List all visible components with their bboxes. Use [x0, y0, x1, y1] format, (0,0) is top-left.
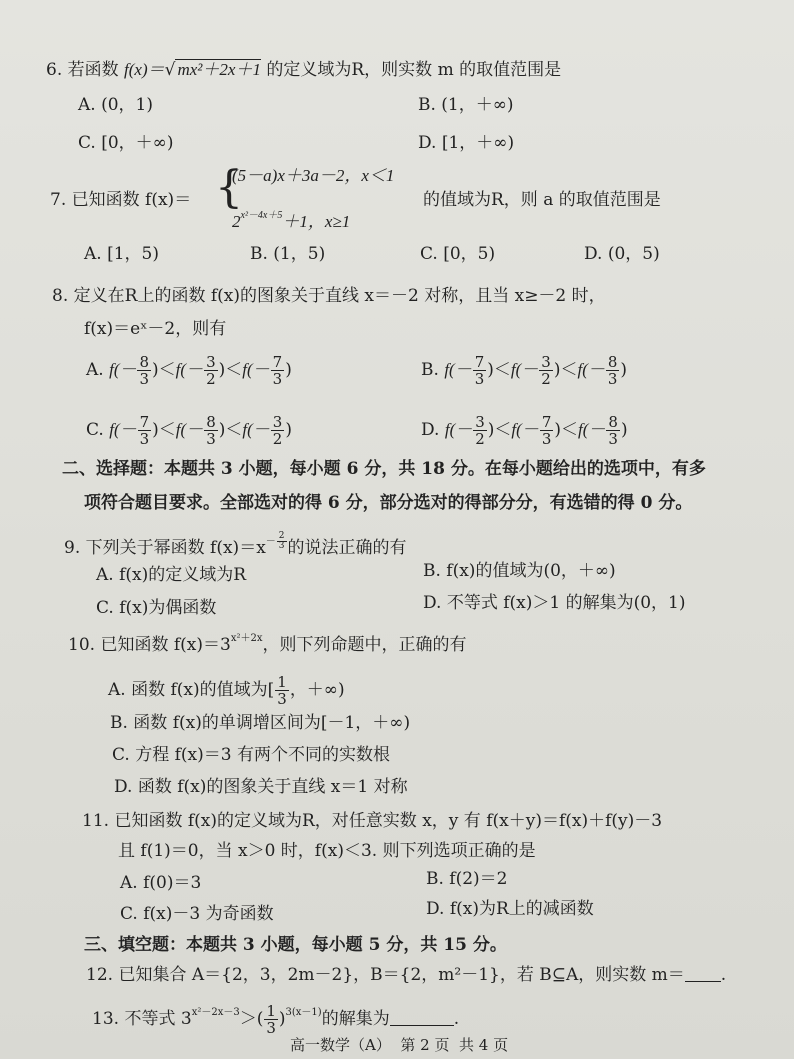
num: 8 — [607, 353, 618, 371]
q13-post: 的解集为 — [321, 1009, 390, 1029]
num: 7 — [139, 413, 150, 431]
q11-line-1 — [82, 810, 662, 832]
q10-stem-pre: 已知函数 f(x)＝3 — [100, 635, 231, 655]
footer-page-number: 第 2 页 — [400, 1036, 450, 1054]
q6-number: 6. — [46, 60, 63, 80]
num: 3 — [206, 353, 216, 371]
q7-number: 7. — [50, 190, 67, 210]
q13-close: ) — [278, 1009, 286, 1029]
q7-case2-exp: x²－4x＋5 — [240, 210, 283, 221]
q6-option-a: A. (0，1) — [78, 95, 153, 115]
frac — [606, 354, 620, 387]
q8-option-a — [86, 354, 292, 387]
num: 8 — [206, 413, 216, 431]
q13-number: 13. — [92, 1009, 120, 1029]
q13-pre: 不等式 3 — [124, 1009, 192, 1029]
q8-option-c-label: C. — [86, 420, 104, 440]
q6-option-c: C. [0，＋∞) — [78, 133, 174, 153]
page-footer — [290, 1034, 508, 1056]
frac — [473, 414, 487, 447]
q7-case-2 — [232, 205, 350, 233]
q10-stem-post: ，则下列命题中，正确的有 — [262, 635, 467, 655]
q12-stem — [86, 964, 726, 986]
section-2-header-line-2: 项符合题目要求。全部选对的得 6 分，部分选对的得部分分，有选错的得 0 分。 — [84, 493, 693, 513]
q7-option-a: A. [1，5) — [84, 244, 159, 264]
q6-radicand: mx²＋2x＋1 — [177, 60, 261, 79]
num: 8 — [139, 353, 150, 371]
q7-case-1: (5－a)x＋3a－2，x＜1 — [232, 166, 395, 185]
q8-line1-text: 定义在R上的函数 f(x)的图象关于直线 x＝－2 对称，且当 x≥－2 时， — [73, 286, 606, 306]
close-lt: )＜ — [554, 420, 578, 440]
q8-c-f2: f(－ — [175, 420, 204, 439]
q7-option-c: C. [0，5) — [420, 244, 496, 264]
frac — [137, 354, 151, 387]
den: 3 — [272, 370, 283, 388]
q9-option-d: D. 不等式 f(x)＞1 的解集为(0，1) — [423, 593, 686, 613]
den: 3 — [266, 1019, 276, 1037]
q10-number: 10. — [68, 635, 96, 655]
q7-stem-pre — [50, 189, 191, 211]
q8-option-c — [86, 414, 292, 447]
q10-exponent: x²＋2x — [230, 633, 263, 644]
den: 3 — [206, 430, 216, 448]
den: 2 — [541, 370, 551, 388]
frac — [138, 414, 152, 447]
close-lt: )＜ — [487, 420, 512, 440]
q10-option-a-post: ，＋∞) — [289, 680, 345, 700]
footer-subject: 高一数学（A） — [290, 1036, 391, 1054]
num: 1 — [277, 673, 287, 691]
num: 3 — [272, 413, 283, 431]
q9-option-b: B. f(x)的值域为(0，＋∞) — [423, 561, 616, 581]
q7-case2-base: 2 — [232, 212, 241, 231]
section-3-header: 三、填空题：本题共 3 小题，每小题 5 分，共 15 分。 — [84, 935, 507, 955]
num: 1 — [266, 1002, 276, 1020]
close: ) — [620, 420, 628, 440]
den: 3 — [278, 541, 285, 551]
num: 3 — [541, 353, 551, 371]
q8-a-f3: f(－ — [242, 360, 270, 379]
frac — [204, 414, 218, 447]
frac — [204, 354, 218, 387]
q6-stem — [46, 59, 561, 81]
q10-stem — [68, 628, 466, 656]
num: 3 — [475, 413, 485, 431]
q8-option-a-label: A. — [86, 360, 104, 380]
close-lt: )＜ — [152, 360, 176, 380]
q8-d-f2: f(－ — [511, 420, 539, 439]
den: 2 — [272, 430, 283, 448]
q10-option-b: B. 函数 f(x)的单调增区间为[－1，＋∞) — [110, 713, 411, 733]
close-lt: )＜ — [218, 360, 243, 380]
frac — [473, 354, 487, 387]
q11-option-b: B. f(2)＝2 — [426, 869, 508, 889]
q8-c-f3: f(－ — [242, 420, 270, 439]
q13-gt: ＞( — [239, 1009, 264, 1029]
den: 3 — [541, 430, 552, 448]
num: 2 — [278, 531, 285, 541]
q11-option-a: A. f(0)＝3 — [120, 873, 202, 893]
q9-stem-pre: 下列关于幂函数 f(x)＝x — [85, 538, 266, 558]
q9-stem-post: 的说法正确的有 — [287, 538, 407, 558]
num: 7 — [474, 353, 485, 371]
q9-exponent: － 2 3 — [265, 531, 285, 551]
q8-d-f3: f(－ — [578, 420, 606, 439]
section-2-header-line-1: 二、选择题：本题共 3 小题，每小题 6 分，共 18 分。在每小题给出的选项中，有多 — [62, 459, 706, 479]
q7-case2-tail: ＋1，x≥1 — [282, 212, 351, 231]
q7-stem-pre-text: 已知函数 f(x)＝ — [71, 190, 192, 210]
q10-option-a-pre: A. 函数 f(x)的值域为[ — [108, 680, 275, 700]
footer-total-pages: 共 4 页 — [459, 1036, 509, 1054]
q8-b-f1: f(－ — [444, 360, 472, 379]
num: 7 — [272, 353, 283, 371]
q8-b-f3: f(－ — [577, 360, 605, 379]
q7-option-d: D. (0，5) — [584, 244, 660, 264]
frac — [277, 532, 287, 551]
den: 3 — [607, 370, 618, 388]
q8-line-2: f(x)＝eˣ－2，则有 — [84, 319, 227, 339]
q8-c-f1: f(－ — [109, 420, 137, 439]
q8-a-f2: f(－ — [175, 360, 204, 379]
close-lt: )＜ — [152, 420, 176, 440]
q9-number: 9. — [64, 538, 81, 558]
close: ) — [285, 420, 292, 440]
num: 7 — [541, 413, 552, 431]
q7-stem-post: 的值域为R，则 a 的取值范围是 — [423, 190, 661, 210]
q6-func: f(x)＝ — [124, 60, 165, 79]
close-lt: )＜ — [487, 360, 511, 380]
q10-option-c: C. 方程 f(x)＝3 有两个不同的实数根 — [112, 745, 390, 765]
q13-stem — [92, 1002, 459, 1036]
q7-option-b: B. (1，5) — [250, 244, 326, 264]
den: 3 — [139, 430, 150, 448]
frac — [271, 354, 285, 387]
q11-option-c: C. f(x)－3 为奇函数 — [120, 904, 274, 924]
frac — [539, 354, 553, 387]
q8-number: 8. — [52, 286, 69, 306]
den: 3 — [474, 370, 485, 388]
frac — [540, 414, 554, 447]
q12-answer-blank[interactable] — [685, 981, 721, 982]
q10-option-d: D. 函数 f(x)的图象关于直线 x＝1 对称 — [114, 777, 408, 797]
q11-option-d: D. f(x)为R上的减函数 — [426, 899, 594, 919]
q12-number: 12. — [86, 965, 114, 985]
q11-number: 11. — [82, 811, 110, 831]
q9-stem — [64, 531, 407, 559]
q10-option-a — [108, 674, 345, 707]
frac — [264, 1003, 278, 1036]
q6-option-b: B. (1，＋∞) — [418, 95, 514, 115]
frac — [275, 674, 289, 707]
q6-option-d: D. [1，＋∞) — [418, 133, 515, 153]
q8-option-b — [421, 354, 627, 387]
q8-b-f2: f(－ — [510, 360, 539, 379]
q8-option-d — [421, 414, 628, 447]
q7-brace: { — [215, 162, 243, 213]
den: 3 — [139, 370, 150, 388]
den: 3 — [608, 430, 618, 448]
close-lt: )＜ — [553, 360, 578, 380]
q13-exp2: 3(x－1) — [285, 1007, 322, 1018]
q13-answer-blank[interactable] — [390, 1025, 454, 1026]
q9-option-c: C. f(x)为偶函数 — [96, 598, 217, 618]
q11-line1-text: 已知函数 f(x)的定义域为R，对任意实数 x，y 有 f(x＋y)＝f(x)＋f(y)－3 — [114, 811, 663, 831]
close: ) — [620, 360, 628, 380]
q6-stem-post: 的定义域为R，则实数 m 的取值范围是 — [266, 60, 562, 80]
q8-option-b-label: B. — [421, 360, 439, 380]
q8-line-1 — [52, 285, 606, 307]
den: 3 — [277, 690, 287, 708]
den: 2 — [475, 430, 485, 448]
frac — [271, 414, 285, 447]
close: ) — [285, 360, 292, 380]
q13-end: . — [453, 1009, 460, 1029]
q6-stem-pre: 若函数 — [67, 60, 119, 80]
q8-d-f1: f(－ — [444, 420, 473, 439]
q13-exp1: x²－2x－3 — [191, 1007, 240, 1018]
close-lt: )＜ — [218, 420, 243, 440]
q8-option-d-label: D. — [421, 420, 440, 440]
q11-line-2: 且 f(1)＝0，当 x＞0 时，f(x)＜3. 则下列选项正确的是 — [118, 841, 536, 861]
q12-end: . — [720, 965, 727, 985]
num: 8 — [608, 413, 618, 431]
frac — [606, 414, 620, 447]
q8-a-f1: f(－ — [109, 360, 137, 379]
q12-text: 已知集合 A＝{2，3，2m－2}，B＝{2，m²－1}，若 B⊆A，则实数 m＝ — [118, 965, 685, 985]
sqrt-sign: √ — [164, 60, 176, 80]
den: 2 — [206, 370, 216, 388]
q9-option-a: A. f(x)的定义域为R — [96, 565, 247, 585]
